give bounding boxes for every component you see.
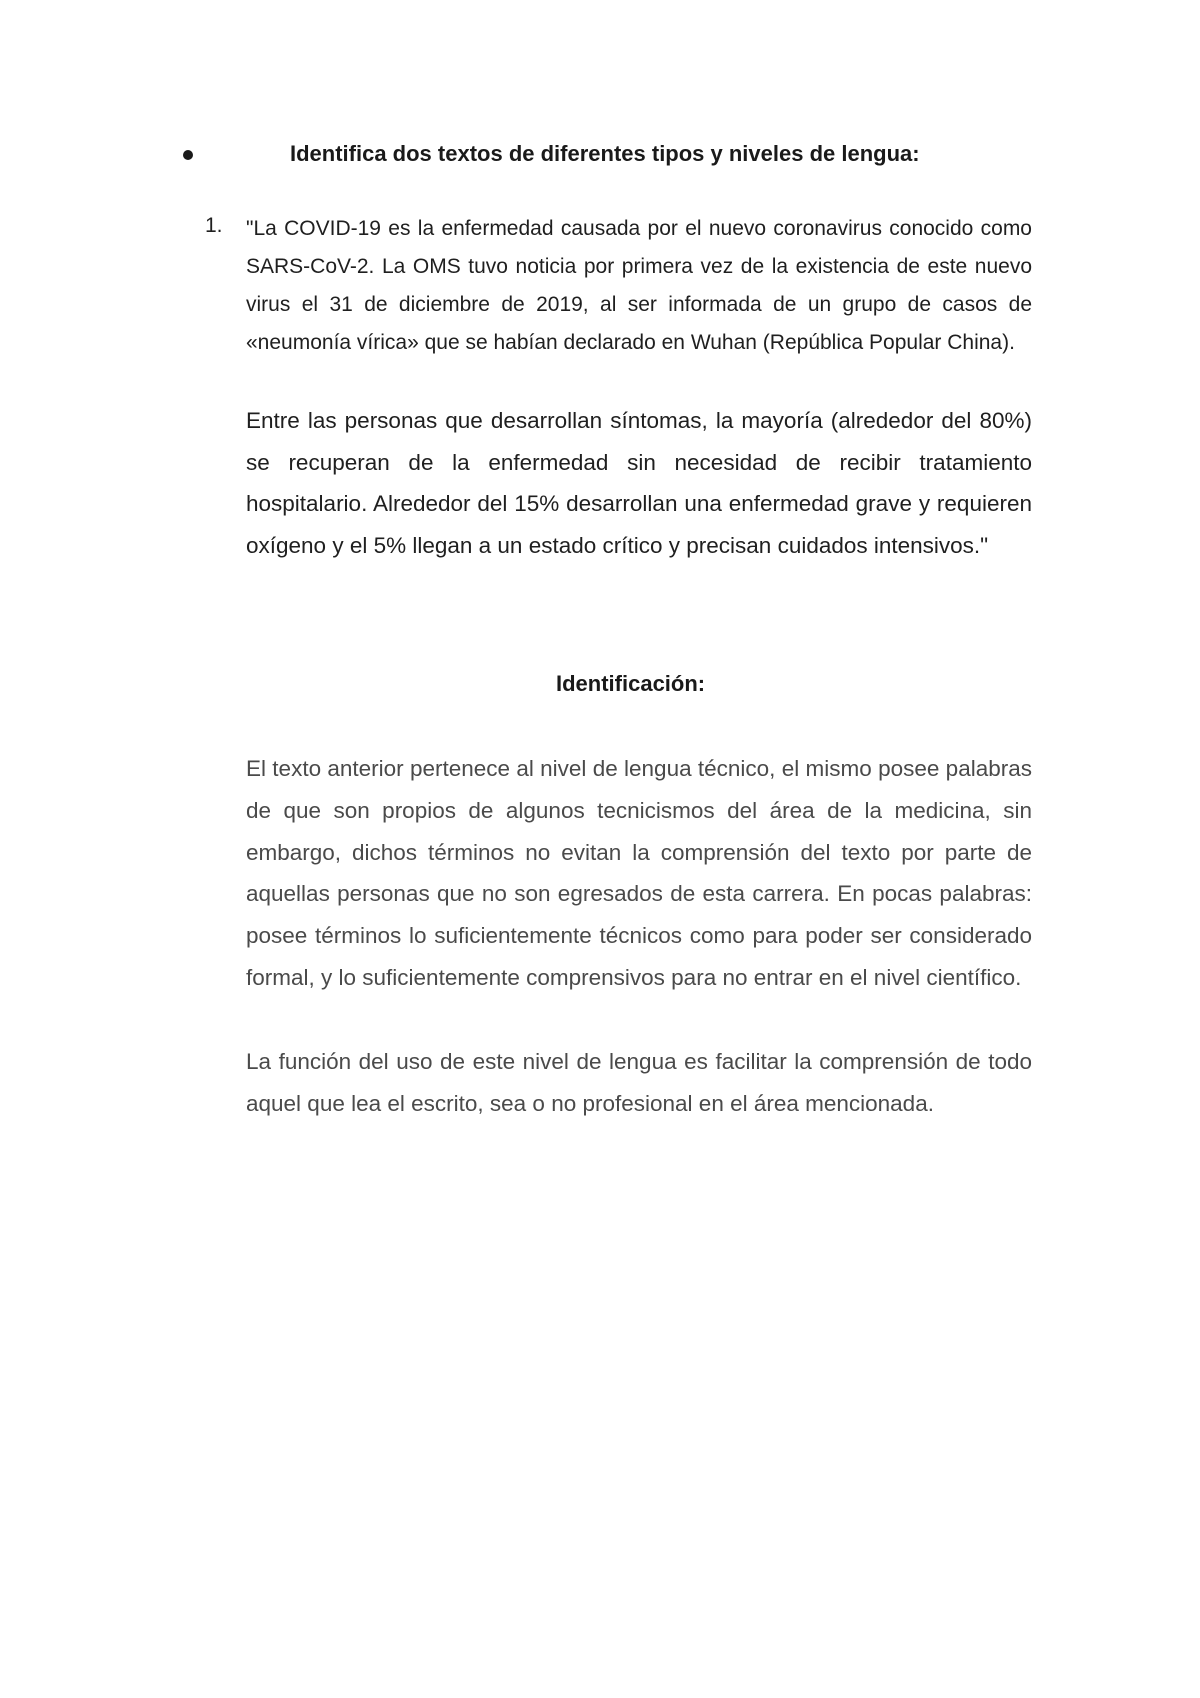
quote-paragraph-2: Entre las personas que desarrollan síntomas, la mayoría (alrededor del 80%) se recuperan de la enfermedad sin necesidad de recibir tratamiento hospitalario. Alrededor del 15% desarrollan una enfermedad grave y requieren oxígeno y el 5% llegan a un estado crítico y precisan cuidados intensivos."	[246, 408, 1032, 558]
identification-heading: Identificación:	[556, 671, 706, 696]
identification-paragraph-1: El texto anterior pertenece al nivel de lengua técnico, el mismo posee palabras de que son propios de algunos tecnicismos del área de la medicina, sin embargo, dichos términos no evitan la comprensión del texto por parte de aquellas personas que no son egresados de esta carrera. En pocas palabras: posee términos lo suficientemente técnicos como para poder ser considerado formal, y lo suficientemente comprensivos para no entrar en el nivel científico.	[246, 756, 1032, 990]
identification-paragraph-2: La función del uso de este nivel de lengua es facilitar la comprensión de todo aquel que lea el escrito, sea o no profesional en el área mencionada.	[246, 1049, 1032, 1116]
quote-paragraph-1: "La COVID-19 es la enfermedad causada por el nuevo coronavirus conocido como SARS-CoV-2. La OMS tuvo noticia por primera vez de la existencia de este nuevo virus el 31 de diciembre de 2019, al ser informada de un grupo de casos de «neumonía vírica» que se habían declarado en Wuhan (República Popular China).	[246, 217, 1032, 354]
list-item-number: 1.	[205, 214, 223, 237]
bullet-icon	[183, 150, 193, 160]
bullet-heading: Identifica dos textos de diferentes tipos y niveles de lengua:	[290, 141, 920, 166]
